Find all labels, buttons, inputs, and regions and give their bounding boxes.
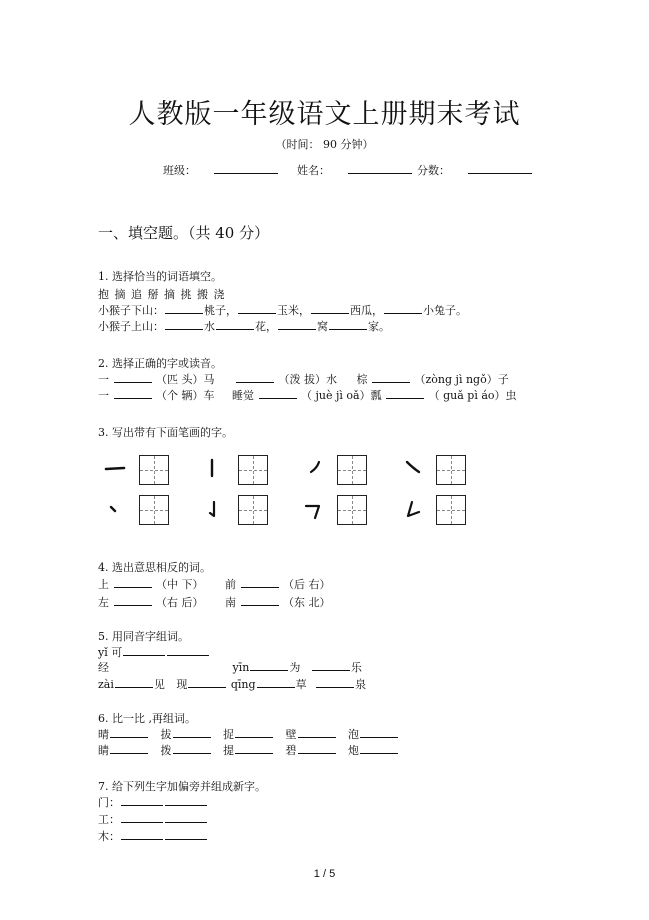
answer-blank[interactable] (241, 577, 279, 588)
q5-row2 (98, 659, 362, 676)
answer-blank[interactable] (236, 372, 274, 383)
stroke-pie-icon (309, 460, 323, 474)
answer-blank[interactable] (241, 595, 279, 606)
answer-blank[interactable] (316, 677, 354, 688)
q4-word: 前 (225, 578, 236, 591)
section-title: 一、填空题。（共 40 分） (98, 224, 270, 242)
q4-row1 (98, 576, 331, 593)
answer-blank[interactable] (167, 645, 209, 656)
q6-row1 (98, 726, 399, 743)
answer-blank[interactable] (311, 303, 349, 314)
q1-line1-word: 桃子， (204, 304, 237, 317)
q6-char: 捉 (223, 728, 234, 741)
class-label: 班级： (163, 164, 196, 177)
answer-blank[interactable] (121, 829, 163, 840)
answer-blank[interactable] (298, 727, 336, 738)
q2-word: 睡觉 (232, 389, 254, 402)
q6-char: 拔 (160, 728, 172, 741)
q5-word: 泉 (355, 678, 367, 691)
q5-pinyin: qīng (230, 678, 256, 691)
answer-blank[interactable] (115, 677, 153, 688)
q6-char: 拨 (160, 744, 172, 757)
writing-grid[interactable] (337, 455, 367, 485)
q2-choice: （匹 头）马 (156, 373, 215, 386)
answer-blank[interactable] (165, 795, 207, 806)
q1-line2-word: 家。 (368, 320, 390, 333)
writing-grid[interactable] (238, 495, 268, 525)
q6-prompt: 6. 比一比 ,再组词。 (98, 712, 196, 725)
q2-choice: （zòng jì ngǒ）子 (414, 373, 509, 386)
q7-char: 木： (98, 830, 120, 843)
answer-blank[interactable] (238, 303, 276, 314)
q7-item (98, 811, 208, 828)
q4-choice: （后 右） (283, 578, 331, 591)
q6-char: 壁 (285, 728, 297, 741)
q2-word: 一 (98, 373, 109, 386)
answer-blank[interactable] (235, 743, 273, 754)
name-label: 姓名： (297, 164, 330, 177)
q2-choice: （泼 拔）水 (278, 373, 337, 386)
answer-blank[interactable] (259, 388, 297, 399)
q5-word: 为 (289, 661, 301, 674)
q4-choice: （右 后） (156, 596, 204, 609)
stroke-na-icon (405, 460, 421, 476)
answer-blank[interactable] (360, 743, 398, 754)
q5-word: 现 (176, 678, 188, 691)
answer-blank[interactable] (165, 303, 203, 314)
q6-char: 睛 (98, 744, 109, 757)
answer-blank[interactable] (114, 577, 152, 588)
q7-item (98, 794, 208, 811)
answer-blank[interactable] (110, 727, 148, 738)
q1-line2-word: 窝 (317, 320, 328, 333)
q2-word: 棕 (356, 373, 368, 386)
q6-row2 (98, 742, 399, 759)
q5-pinyin: yīn (232, 661, 250, 674)
answer-blank[interactable] (257, 677, 295, 688)
stroke-shugou-icon (206, 500, 218, 520)
q6-char: 提 (223, 744, 234, 757)
q2-row1 (98, 371, 509, 388)
stroke-heng-icon (104, 460, 126, 476)
answer-blank[interactable] (188, 677, 226, 688)
q1-line2-label: 小猴子上山： (98, 320, 164, 333)
answer-blank[interactable] (360, 727, 398, 738)
class-blank[interactable] (214, 162, 278, 174)
q1-prompt: 1. 选择恰当的词语填空。 (98, 270, 222, 283)
q6-char: 炮 (348, 744, 359, 757)
page-title: 人教版一年级语文上册期末考试 (128, 99, 521, 130)
name-blank[interactable] (348, 162, 412, 174)
score-label: 分数： (417, 164, 450, 177)
answer-blank[interactable] (312, 660, 350, 671)
q4-word: 上 (98, 578, 109, 591)
answer-blank[interactable] (121, 812, 163, 823)
q7-item (98, 828, 208, 845)
writing-grid[interactable] (238, 455, 268, 485)
answer-blank[interactable] (121, 795, 163, 806)
q1-line1-word: 玉米， (277, 304, 310, 317)
writing-grid[interactable] (436, 455, 466, 485)
answer-blank[interactable] (110, 743, 148, 754)
q5-word: 见 (153, 678, 165, 691)
q1-line2-word: 花， (255, 320, 277, 333)
page-number: 1 / 5 (313, 868, 336, 880)
stroke-dian-icon (109, 504, 119, 514)
q2-word: 一 (98, 389, 109, 402)
q1-line2 (98, 318, 390, 335)
q4-prompt: 4. 选出意思相反的词。 (98, 561, 211, 574)
q6-char: 碧 (285, 744, 297, 757)
exam-time: （时间： 90 分钟） (275, 138, 374, 151)
q6-char: 泡 (348, 728, 359, 741)
q4-word: 左 (98, 596, 109, 609)
answer-blank[interactable] (329, 319, 367, 330)
q2-choice: （ guǎ pì áo）虫 (428, 389, 517, 402)
answer-blank[interactable] (114, 388, 152, 399)
q2-row2 (98, 387, 517, 404)
writing-grid[interactable] (436, 495, 466, 525)
q2-choice: （ juè jì oǎ）瓢 (301, 389, 382, 402)
q4-word: 南 (225, 596, 236, 609)
q1-line2-word: 水 (204, 320, 215, 333)
q4-choice: （中 下） (156, 578, 204, 591)
q4-row2 (98, 594, 331, 611)
answer-blank[interactable] (165, 829, 207, 840)
q2-choice: （个 辆）车 (156, 389, 215, 402)
q1-line1-word: 小兔子。 (423, 304, 467, 317)
answer-blank[interactable] (384, 303, 422, 314)
q7-char: 工： (98, 813, 120, 826)
answer-blank[interactable] (114, 595, 152, 606)
q7-char: 门： (98, 796, 120, 809)
answer-blank[interactable] (123, 645, 165, 656)
stroke-shu-icon (207, 458, 217, 478)
answer-blank[interactable] (250, 660, 288, 671)
q2-prompt: 2. 选择正确的字或读音。 (98, 357, 222, 370)
q1-words: 抱 摘 追 掰 摘 挑 搬 浇 (98, 288, 226, 301)
answer-blank[interactable] (165, 812, 207, 823)
answer-blank[interactable] (173, 743, 211, 754)
q7-prompt: 7. 给下列生字加偏旁并组成新字。 (98, 780, 266, 793)
answer-blank[interactable] (386, 388, 424, 399)
stroke-hengzhe-icon (304, 502, 322, 520)
q5-pinyin: zài (98, 678, 114, 691)
answer-blank[interactable] (372, 372, 410, 383)
answer-blank[interactable] (114, 372, 152, 383)
q5-row3 (98, 676, 366, 693)
writing-grid[interactable] (139, 495, 169, 525)
student-info-row (163, 162, 532, 178)
answer-blank[interactable] (235, 727, 273, 738)
q5-word: 经 (98, 661, 109, 674)
q5-word: 草 (295, 678, 307, 691)
q1-line1-word: 西瓜， (350, 304, 383, 317)
q6-char: 晴 (98, 728, 109, 741)
score-blank[interactable] (468, 162, 532, 174)
answer-blank[interactable] (216, 319, 254, 330)
answer-blank[interactable] (165, 319, 203, 330)
q5-word: 乐 (350, 661, 362, 674)
writing-grid[interactable] (337, 495, 367, 525)
q1-line1-label: 小猴子下山： (98, 304, 164, 317)
q5-pinyin: yǐ 可 (98, 646, 123, 659)
q4-choice: （东 北） (283, 596, 331, 609)
stroke-shuti-icon (404, 500, 422, 520)
q3-prompt: 3. 写出带有下面笔画的字。 (98, 426, 233, 439)
answer-blank[interactable] (173, 727, 211, 738)
q5-prompt: 5. 用同音字组词。 (98, 630, 189, 643)
q1-line1 (98, 302, 467, 319)
answer-blank[interactable] (278, 319, 316, 330)
answer-blank[interactable] (298, 743, 336, 754)
writing-grid[interactable] (139, 455, 169, 485)
